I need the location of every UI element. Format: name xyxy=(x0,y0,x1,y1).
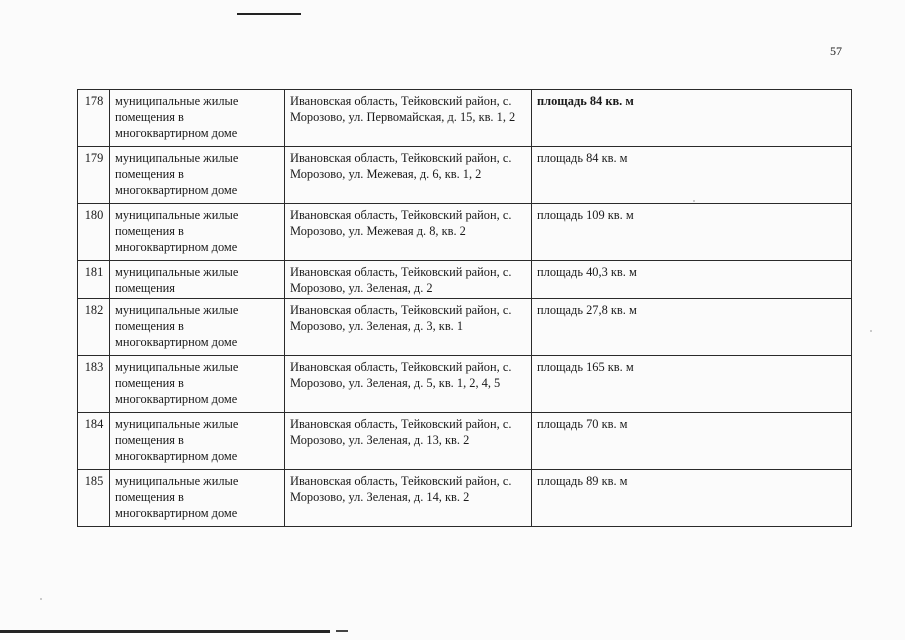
property-address: Ивановская область, Тейковский район, с. Морозово, ул. Межевая д. 8, кв. 2 xyxy=(285,204,532,261)
property-area: площадь 165 кв. м xyxy=(532,356,852,413)
property-area: площадь 84 кв. м xyxy=(532,147,852,204)
property-type: муниципальные жилые помещения в многоквартирном доме xyxy=(110,147,285,204)
row-number: 180 xyxy=(78,204,110,261)
scan-speck xyxy=(870,330,872,332)
property-type: муниципальные жилые помещения в многоквартирном доме xyxy=(110,90,285,147)
property-type: муниципальные жилые помещения в многоквартирном доме xyxy=(110,356,285,413)
row-number: 181 xyxy=(78,261,110,299)
property-area-text: площадь 84 кв. м xyxy=(537,94,634,108)
table-row xyxy=(78,261,852,299)
property-type: муниципальные жилые помещения xyxy=(110,261,285,299)
property-area: площадь 27,8 кв. м xyxy=(532,299,852,356)
property-address: Ивановская область, Тейковский район, с. Морозово, ул. Зеленая, д. 2 xyxy=(285,261,532,299)
scan-speck xyxy=(40,598,42,600)
property-type: муниципальные жилые помещения в многоквартирном доме xyxy=(110,299,285,356)
table-row xyxy=(78,413,852,470)
header-rule xyxy=(237,13,301,15)
row-number: 178 xyxy=(78,90,110,147)
table-row xyxy=(78,90,852,147)
footer-rule xyxy=(0,630,330,633)
row-number: 182 xyxy=(78,299,110,356)
row-number: 185 xyxy=(78,470,110,527)
property-type: муниципальные жилые помещения в многоквартирном доме xyxy=(110,413,285,470)
row-number: 183 xyxy=(78,356,110,413)
property-address: Ивановская область, Тейковский район, с. Морозово, ул. Зеленая, д. 14, кв. 2 xyxy=(285,470,532,527)
property-area: площадь 109 кв. м xyxy=(532,204,852,261)
property-area xyxy=(532,90,852,147)
property-address: Ивановская область, Тейковский район, с. Морозово, ул. Межевая, д. 6, кв. 1, 2 xyxy=(285,147,532,204)
property-area: площадь 40,3 кв. м xyxy=(532,261,852,299)
property-address: Ивановская область, Тейковский район, с. Морозово, ул. Зеленая, д. 5, кв. 1, 2, 4, 5 xyxy=(285,356,532,413)
property-table xyxy=(77,89,852,527)
footer-dash xyxy=(336,630,348,632)
table-row xyxy=(78,204,852,261)
property-area: площадь 70 кв. м xyxy=(532,413,852,470)
property-type: муниципальные жилые помещения в многоквартирном доме xyxy=(110,204,285,261)
property-address: Ивановская область, Тейковский район, с. Морозово, ул. Зеленая, д. 13, кв. 2 xyxy=(285,413,532,470)
property-type: муниципальные жилые помещения в многоквартирном доме xyxy=(110,470,285,527)
property-address: Ивановская область, Тейковский район, с. Морозово, ул. Первомайская, д. 15, кв. 1, 2 xyxy=(285,90,532,147)
property-address: Ивановская область, Тейковский район, с. Морозово, ул. Зеленая, д. 3, кв. 1 xyxy=(285,299,532,356)
row-number: 184 xyxy=(78,413,110,470)
scan-speck xyxy=(693,200,695,202)
table-row xyxy=(78,470,852,527)
table-row xyxy=(78,299,852,356)
row-number: 179 xyxy=(78,147,110,204)
page-number: 57 xyxy=(830,44,842,58)
table-row xyxy=(78,147,852,204)
table-row xyxy=(78,356,852,413)
property-area: площадь 89 кв. м xyxy=(532,470,852,527)
